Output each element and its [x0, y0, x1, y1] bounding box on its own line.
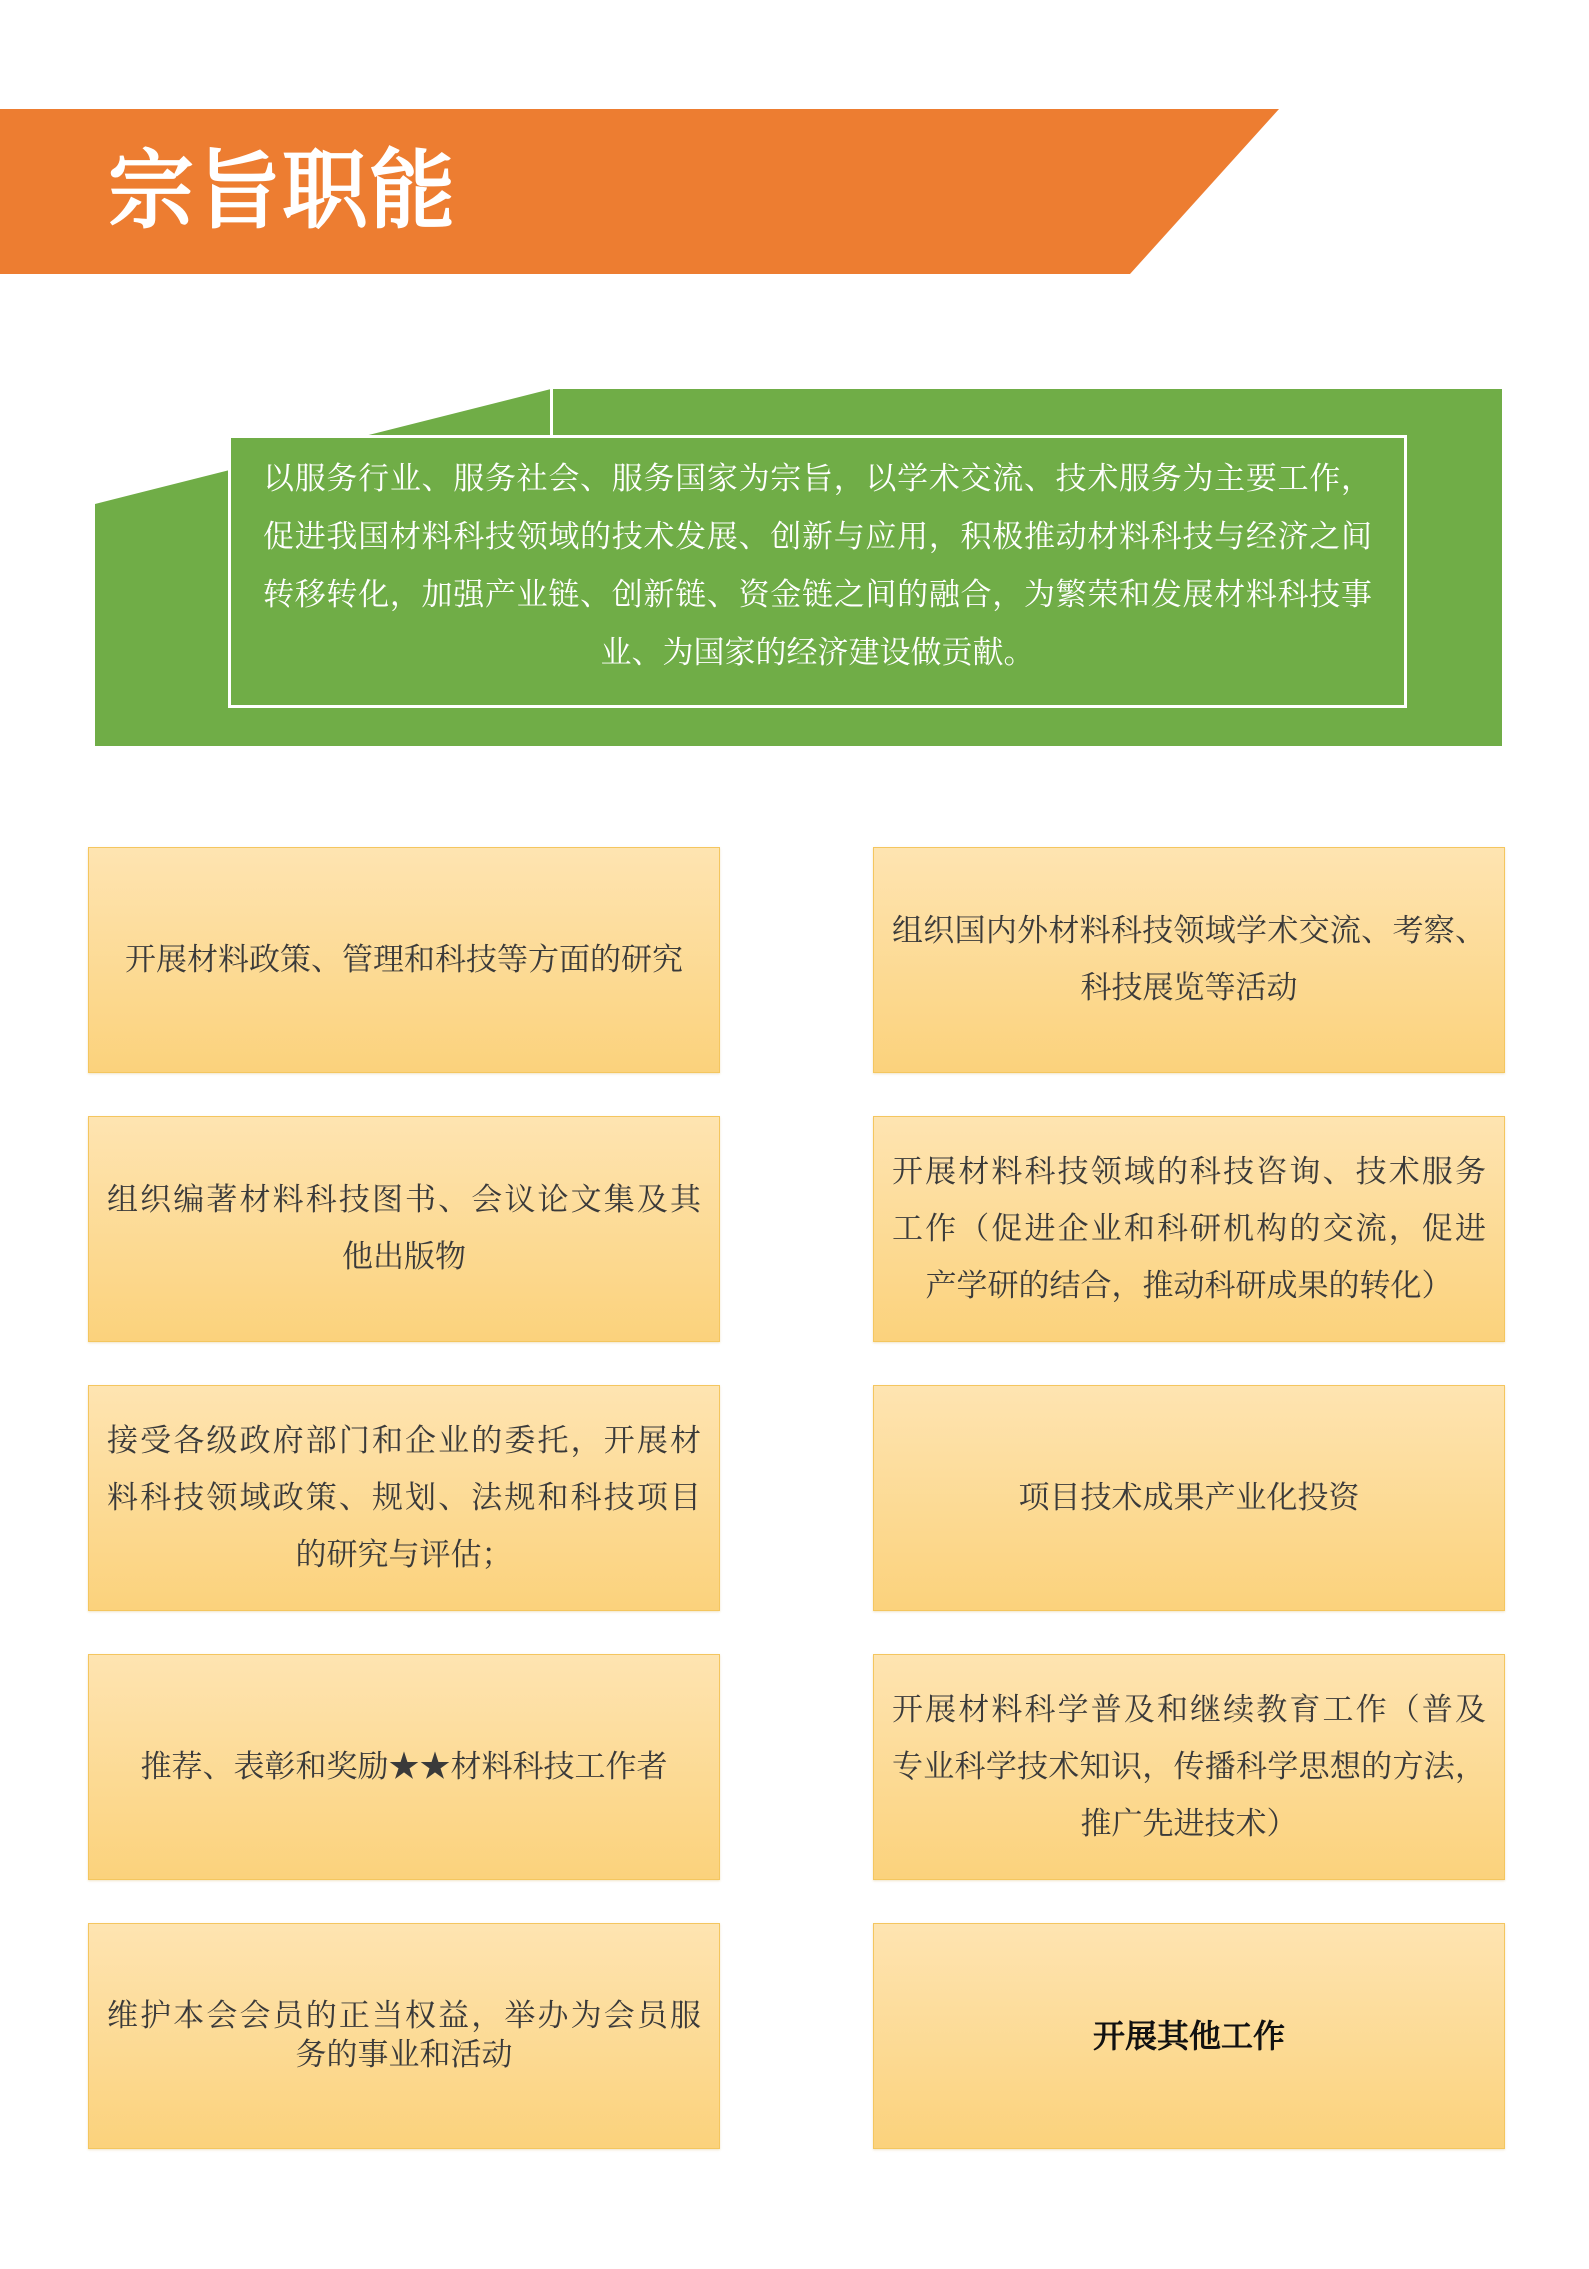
mission-statement-box: [228, 435, 1407, 708]
function-card-text: 的研究与评估；: [295, 1536, 513, 1573]
function-card-text: 开展材料科学普及和继续教育工作（普及: [892, 1691, 1486, 1728]
function-card-text: 他出版物: [342, 1239, 466, 1275]
function-card-text: 开展材料政策、管理和科技等方面的研究: [125, 941, 683, 978]
function-card-text: 工作（促进企业和科研机构的交流，促进: [892, 1210, 1486, 1247]
function-card-text: 务的事业和活动: [295, 2037, 513, 2073]
function-card-text: 推荐、表彰和奖励★★材料科技工作者: [140, 1748, 668, 1785]
function-card-text: 开展材料科技领域的科技咨询、技术服务: [892, 1153, 1486, 1190]
function-card: [873, 1923, 1505, 2149]
function-card: [873, 1385, 1505, 1611]
function-card-text: 产学研的结合，推动科研成果的转化）: [925, 1267, 1453, 1304]
function-card: [88, 1654, 720, 1880]
function-card-text: 项目技术成果产业化投资: [1018, 1479, 1360, 1516]
function-card: [873, 847, 1505, 1073]
mission-text-line: 以服务行业、服务社会、服务国家为宗旨，以学术交流、技术服务为主要工作，: [263, 461, 1372, 497]
function-card-text: 组织国内外材料科技领域学术交流、考察、: [892, 913, 1486, 949]
mission-panel-fold-line: [550, 389, 553, 437]
function-card-text: 维护本会会员的正当权益，举办为会员服: [107, 1998, 701, 2034]
function-card-text: 科技展览等活动: [1080, 970, 1298, 1006]
mission-text-line: 业、为国家的经济建设做贡献。: [600, 635, 1035, 671]
function-card: [88, 847, 720, 1073]
function-card-text: 组织编著材料科技图书、会议论文集及其: [107, 1182, 701, 1218]
function-card-text: 推广先进技术）: [1080, 1805, 1298, 1842]
mission-text-line: 转移转化，加强产业链、创新链、资金链之间的融合，为繁荣和发展材料科技事: [263, 577, 1372, 613]
function-card: [88, 1923, 720, 2149]
functions-grid: [88, 847, 1505, 2149]
function-card-text: 开展其他工作: [1092, 2016, 1285, 2055]
function-card-text: 接受各级政府部门和企业的委托，开展材: [107, 1422, 701, 1459]
page-title: 宗旨职能: [108, 141, 456, 241]
function-card: [873, 1654, 1505, 1880]
function-card: [88, 1116, 720, 1342]
function-card-text: 专业科学技术知识，传播科学思想的方法，: [892, 1748, 1486, 1785]
function-card-text: 料科技领域政策、规划、法规和科技项目: [107, 1479, 701, 1516]
function-card: [88, 1385, 720, 1611]
mission-text-line: 促进我国材料科技领域的技术发展、创新与应用，积极推动材料科技与经济之间: [263, 519, 1372, 555]
function-card: [873, 1116, 1505, 1342]
